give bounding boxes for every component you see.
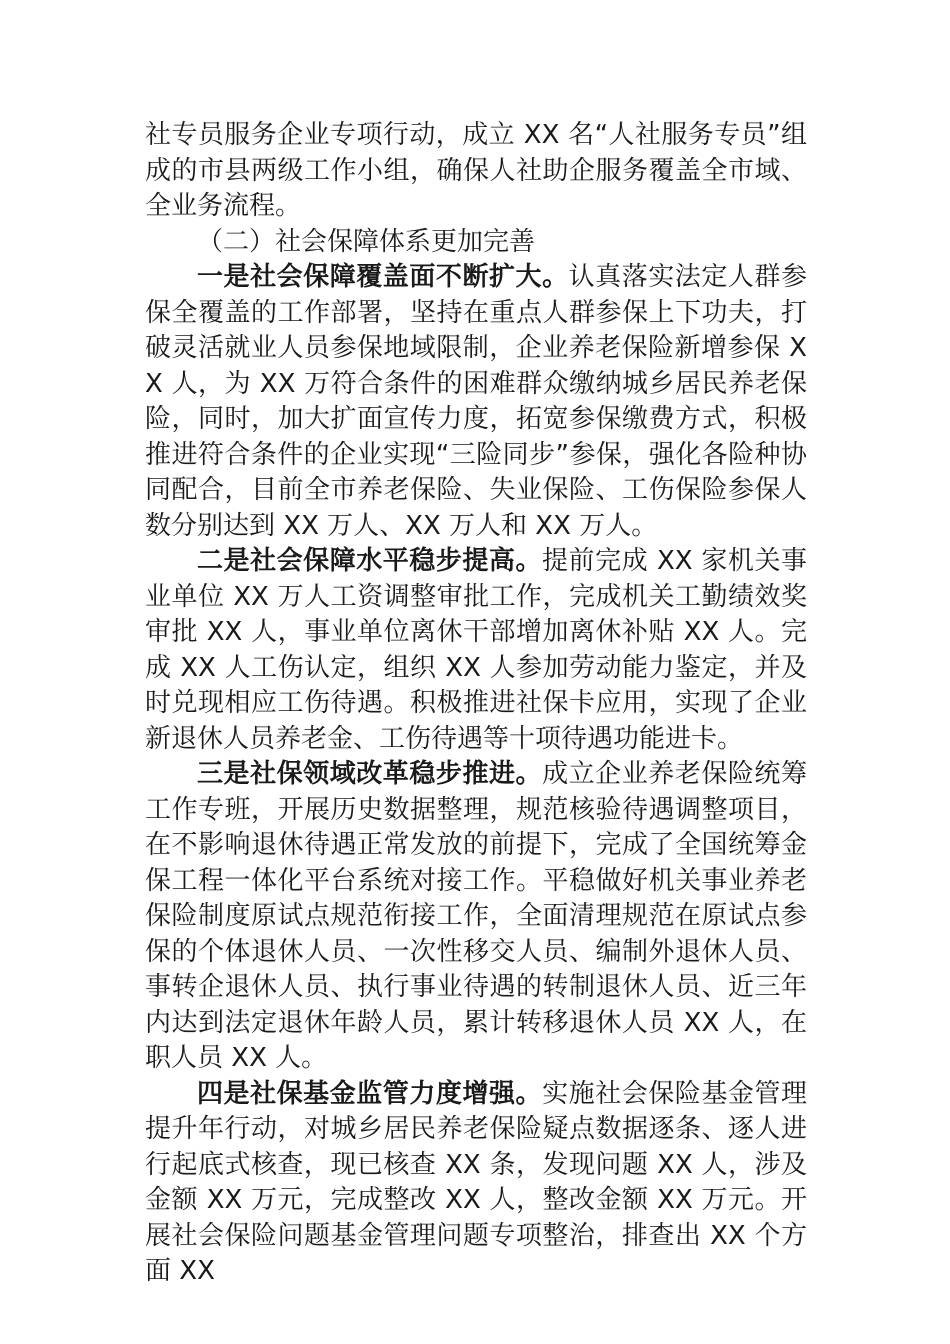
continuation-paragraph xyxy=(145,118,807,225)
paragraph-lead: 一是社会保障覆盖面不断扩大。 xyxy=(197,262,569,292)
body-paragraph xyxy=(145,544,807,757)
body-paragraph xyxy=(145,757,807,1077)
paragraph-text: 认真落实法定人群参保全覆盖的工作部署，坚持在重点人群参保上下功夫，打破灵活就业人员参保地域限制，企业养老保险新增参保 XX 人，为 XX 万符合条件的困难群众缴纳城乡居民养老保险，同时，加大扩面宣传力度，拓宽参保缴费方式，积极推进符合条件的企业实现“三险同步”参保，强化各险种协同配合，目前全市养老保险、失业保险、工伤保险参保人数分别达到 XX 万人、XX 万人和 XX 万人。 xyxy=(145,262,807,541)
paragraph-lead: 四是社保基金监管力度增强。 xyxy=(197,1078,543,1109)
paragraph-text: 实施社会保险基金管理提升年行动，对城乡居民养老保险疑点数据逐条、逐人进行起底式核查，现已核查 XX 条，发现问题 XX 人，涉及金额 XX 万元，完成整改 XX 人，整改金额 XX 万元。开展社会保险问题基金管理问题专项整治，排查出 XX 个方面 XX xyxy=(145,1078,807,1286)
body-paragraph xyxy=(145,1077,807,1290)
section-heading-text: （二）社会保障体系更加完善 xyxy=(197,226,536,257)
body-paragraph xyxy=(145,260,807,544)
document-body xyxy=(145,118,807,1290)
paragraph-lead: 二是社会保障水平稳步提高。 xyxy=(197,546,542,576)
paragraph-text: 成立企业养老保险统筹工作专班，开展历史数据整理，规范核验待遇调整项目，在不影响退休待遇正常发放的前提下，完成了全国统筹金保工程一体化平台系统对接工作。平稳做好机关事业养老保险制度原试点规范衔接工作，全面清理规范在原试点参保的个体退休人员、一次性移交人员、编制外退休人员、事转企退休人员、执行事业待遇的转制退休人员、近三年内达到法定退休年龄人员，累计转移退休人员 XX 人，在职人员 XX 人。 xyxy=(145,759,807,1073)
paragraph-lead: 三是社保领域改革稳步推进。 xyxy=(197,759,543,789)
section-heading xyxy=(145,225,807,261)
paragraph-text: 提前完成 XX 家机关事业单位 XX 万人工资调整审批工作，完成机关工勤绩效奖审批 XX 人，事业单位离休干部增加离休补贴 XX 人。完成 XX 人工伤认定，组织 XX 人参加劳动能力鉴定，并及时兑现相应工伤待遇。积极推进社保卡应用，实现了企业新退休人员养老金、工伤待遇等十项待遇功能进卡。 xyxy=(145,546,807,754)
paragraph-text: 社专员服务企业专项行动，成立 XX 名“人社服务专员”组成的市县两级工作小组，确保人社助企服务覆盖全市域、全业务流程。 xyxy=(145,120,807,221)
